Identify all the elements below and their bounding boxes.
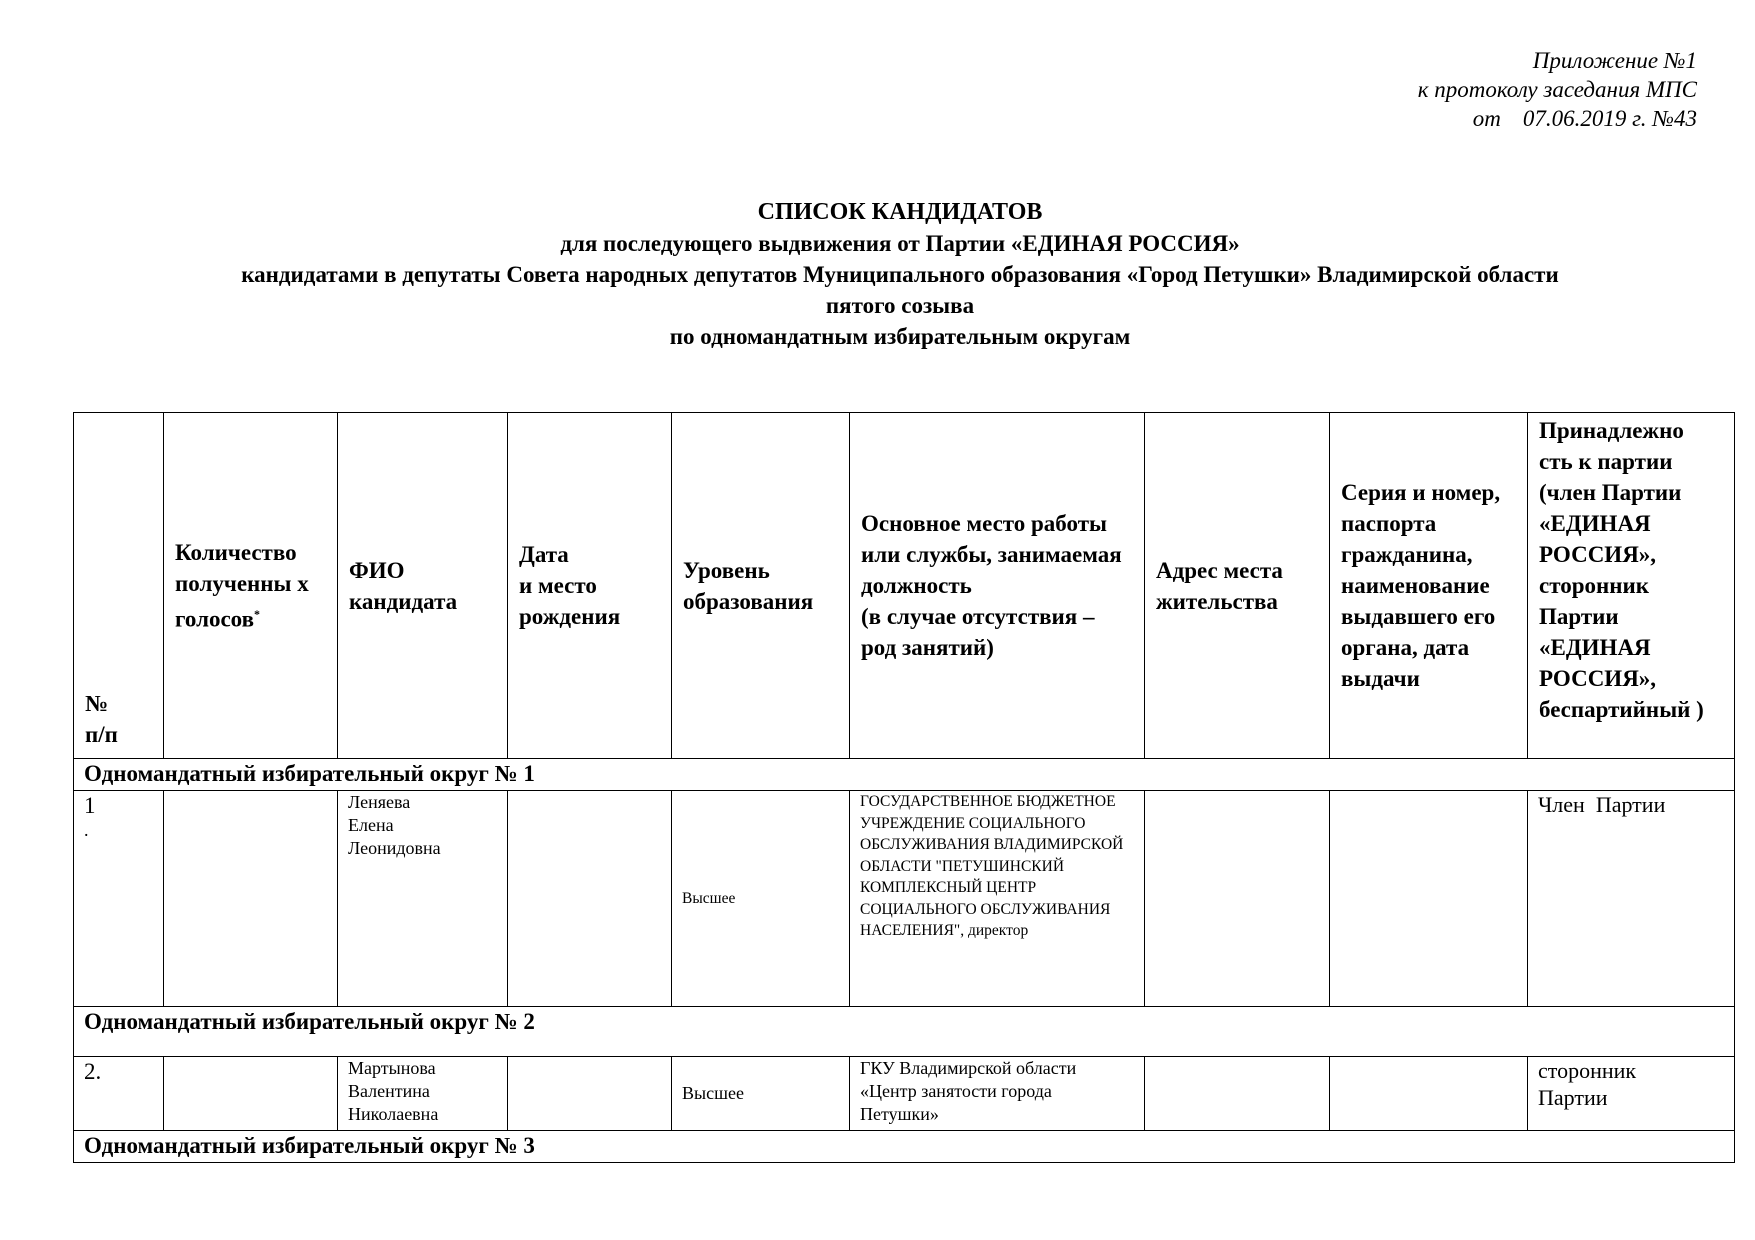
row-number: 2. — [74, 1057, 164, 1131]
candidate-surname: Леняева — [348, 792, 411, 812]
header-num-line-1: № — [85, 691, 109, 716]
header-work — [850, 413, 1145, 759]
work-cell: ГОСУДАРСТВЕННОЕ БЮДЖЕТНОЕ УЧРЕЖДЕНИЕ СОЦИАЛЬНОГО ОБСЛУЖИВАНИЯ ВЛАДИМИРСКОЙ ОБЛАСТИ "ПЕТУШИНСКИЙ КОМПЛЕКСНЫЙ ЦЕНТР СОЦИАЛЬНОГО ОБСЛУЖИВАНИЯ НАСЕЛЕНИЯ", директор — [850, 791, 1145, 1007]
header-num — [74, 413, 164, 759]
appendix-date-line — [1418, 104, 1697, 133]
header-birth-line-1: Дата — [519, 542, 569, 567]
passport-cell — [1330, 791, 1528, 1007]
candidate-surname: Мартынова — [348, 1058, 436, 1078]
candidate-name — [338, 791, 508, 1007]
district-row — [74, 759, 1735, 791]
table-row — [74, 1057, 1735, 1131]
header-work-line-1: Основное место работы или службы, занимаемая должность — [861, 511, 1122, 598]
header-party: Принадлежно сть к партии (член Партии «ЕДИНАЯ РОССИЯ», сторонник Партии «ЕДИНАЯ РОССИЯ», беспартийный ) — [1528, 413, 1735, 759]
header-num-line-2: п/п — [85, 722, 118, 747]
header-birth-line-2: и место — [519, 573, 597, 598]
header-votes-text: Количество полученны х голосов — [175, 539, 309, 632]
candidate-patronymic: Николаевна — [348, 1104, 439, 1124]
appendix-date-prefix: от — [1472, 106, 1501, 131]
work-cell: ГКУ Владимирской области «Центр занятости города Петушки» — [850, 1057, 1145, 1131]
row-number-dot: . — [84, 820, 89, 840]
table-row — [74, 791, 1735, 1007]
header-fio — [338, 413, 508, 759]
birth-cell — [508, 1057, 672, 1131]
birth-cell — [508, 791, 672, 1007]
row-number — [74, 791, 164, 1007]
candidate-name — [338, 1057, 508, 1131]
header-education-line-2: образования — [683, 588, 814, 614]
party-line-1: сторонник — [1538, 1058, 1637, 1083]
header-fio-line-2: кандидата — [349, 588, 458, 614]
header-education-line-1: Уровень — [683, 557, 770, 583]
table-header-row — [74, 413, 1735, 759]
education-cell: Высшее — [672, 791, 850, 1007]
votes-cell — [164, 1057, 338, 1131]
header-work-line-2: (в случае отсутствия – род занятий) — [861, 604, 1095, 660]
row-number-value: 1 — [84, 793, 96, 818]
title-line-2: для последующего выдвижения от Партии «ЕДИНАЯ РОССИЯ» — [560, 231, 1240, 256]
district-label: Одномандатный избирательный округ № 2 — [74, 1007, 1735, 1057]
appendix-line-2: к протоколу заседания МПС — [1417, 77, 1697, 102]
header-birth-line-3: рождения — [519, 604, 621, 629]
address-cell — [1145, 1057, 1330, 1131]
document-title — [0, 196, 1755, 352]
header-fio-line-1: ФИО — [349, 557, 405, 583]
title-line-5: по одномандатным избирательным округам — [669, 324, 1131, 349]
title-line-1: СПИСОК КАНДИДАТОВ — [757, 199, 1043, 225]
district-label: Одномандатный избирательный округ № 1 — [74, 759, 1735, 791]
education-cell: Высшее — [672, 1057, 850, 1131]
party-line-2: Партии — [1538, 1085, 1608, 1110]
appendix-date: 07.06.2019 г. №43 — [1522, 106, 1697, 131]
header-education — [672, 413, 850, 759]
header-address-line-2: жительства — [1156, 588, 1278, 614]
district-row — [74, 1131, 1735, 1163]
party-cell: Член Партии — [1528, 791, 1735, 1007]
header-passport: Серия и номер, паспорта гражданина, наименование выдавшего его органа, дата выдачи — [1330, 413, 1528, 759]
candidate-patronymic: Леонидовна — [348, 838, 441, 858]
party-cell — [1528, 1057, 1735, 1131]
header-address — [1145, 413, 1330, 759]
district-row — [74, 1007, 1735, 1057]
candidate-first-name: Елена — [348, 815, 394, 835]
title-line-4: пятого созыва — [825, 293, 975, 318]
header-address-line-1: Адрес места — [1156, 557, 1283, 583]
candidate-first-name: Валентина — [348, 1081, 430, 1101]
footnote-mark: * — [254, 606, 261, 621]
title-line-3: кандидатами в депутаты Совета народных депутатов Муниципального образования «Город Петушки» Владимирской области — [241, 262, 1559, 287]
district-label: Одномандатный избирательный округ № 3 — [74, 1131, 1735, 1163]
address-cell — [1145, 791, 1330, 1007]
appendix-note — [1418, 46, 1697, 133]
candidates-table — [73, 412, 1735, 1163]
appendix-line-1: Приложение №1 — [1532, 48, 1697, 73]
header-birth — [508, 413, 672, 759]
header-votes — [164, 413, 338, 759]
votes-cell — [164, 791, 338, 1007]
passport-cell — [1330, 1057, 1528, 1131]
